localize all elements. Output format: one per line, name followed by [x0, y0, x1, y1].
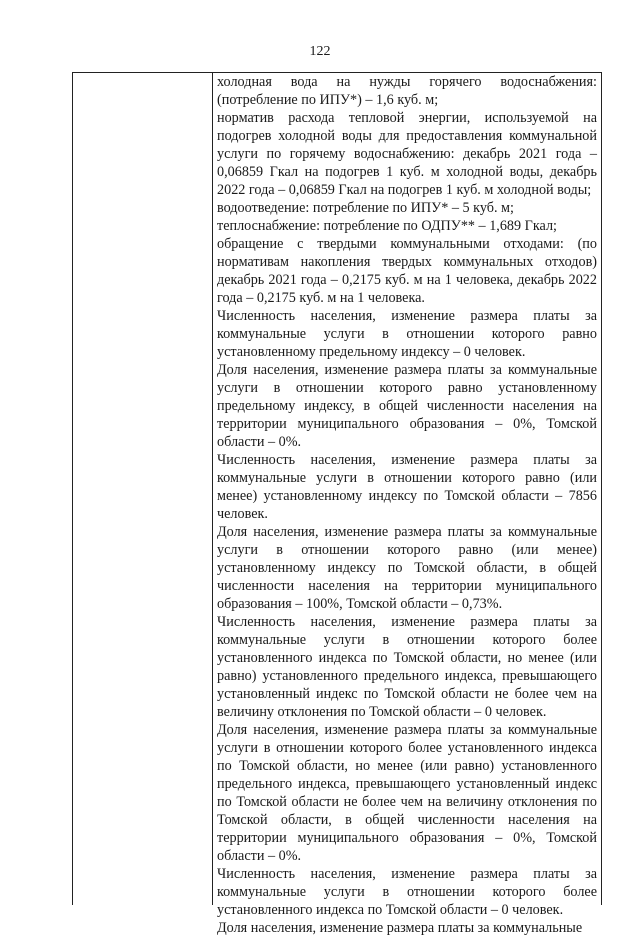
- paragraph-share-within-deviation: Доля населения, изменение размера платы за коммунальные услуги в отношении которого более установленного индекса по Томской области, но менее (или равно) установленного предельного индекса, превышающего установленный индекс по Томской области не более чем на величину отклонения по Томской области, в общей численности населения на территории муниципального образования – 0%, Томской области – 0%.: [217, 722, 597, 864]
- table-right-cell: [213, 73, 601, 936]
- paragraph-population-above-index: Численность населения, изменение размера платы за коммунальные услуги в отношении которого более установленного индекса по Томской области – 0 человек.: [217, 866, 597, 918]
- paragraph-share-equal-limit: Доля населения, изменение размера платы за коммунальные услуги в отношении которого равно установленному предельному индексу, в общей численности населения на территории муниципального образования – 0%, Томской области – 0%.: [217, 362, 597, 450]
- paragraph-cold-water: холодная вода на нужды горячего водоснабжения: (потребление по ИПУ*) – 1,6 куб. м;: [217, 74, 597, 108]
- page-number: 122: [309, 44, 331, 59]
- paragraph-population-below-index: Численность населения, изменение размера платы за коммунальные услуги в отношении которого равно (или менее) установленному индексу по Томской области – 7856 человек.: [217, 452, 597, 522]
- paragraph-drainage: водоотведение: потребление по ИПУ* – 5 куб. м;: [217, 200, 514, 216]
- table-left-cell: [73, 73, 213, 905]
- paragraph-waste: обращение с твердыми коммунальными отходами: (по нормативам накопления твердых коммунальных отходов) декабрь 2021 года – 0,2175 куб. м на 1 человека, декабрь 2022 года – 0,2175 куб. м на 1 человека.: [217, 236, 597, 306]
- paragraph-heat-norm: норматив расхода тепловой энергии, используемой на подогрев холодной воды для предоставления коммунальной услуги по горячему водоснабжению: декабрь 2021 года – 0,06859 Гкал на подогрев 1 куб. м холодной воды, декабрь 2022 года – 0,06859 Гкал на подогрев 1 куб. м холодной воды;: [217, 110, 597, 198]
- paragraph-share-below-index: Доля населения, изменение размера платы за коммунальные услуги в отношении которого равно (или менее) установленному индексу по Томской области, в общей численности населения на территории муниципального образования – 100%, Томской области – 0,73%.: [217, 524, 597, 612]
- paragraph-share-above-index: Доля населения, изменение размера платы за коммунальные: [217, 920, 583, 936]
- paragraph-population-equal-limit: Численность населения, изменение размера платы за коммунальные услуги в отношении которого равно установленному предельному индексу – 0 человек.: [217, 308, 597, 360]
- paragraph-population-within-deviation: Численность населения, изменение размера платы за коммунальные услуги в отношении которого более установленного индекса по Томской области, но менее (или равно) установленного предельного индекса, превышающего установленный индекс по Томской области не более чем на величину отклонения по Томской области – 0 человек.: [217, 614, 597, 720]
- document-table: [72, 72, 602, 936]
- paragraph-heating: теплоснабжение: потребление по ОДПУ** – 1,689 Гкал;: [217, 218, 557, 234]
